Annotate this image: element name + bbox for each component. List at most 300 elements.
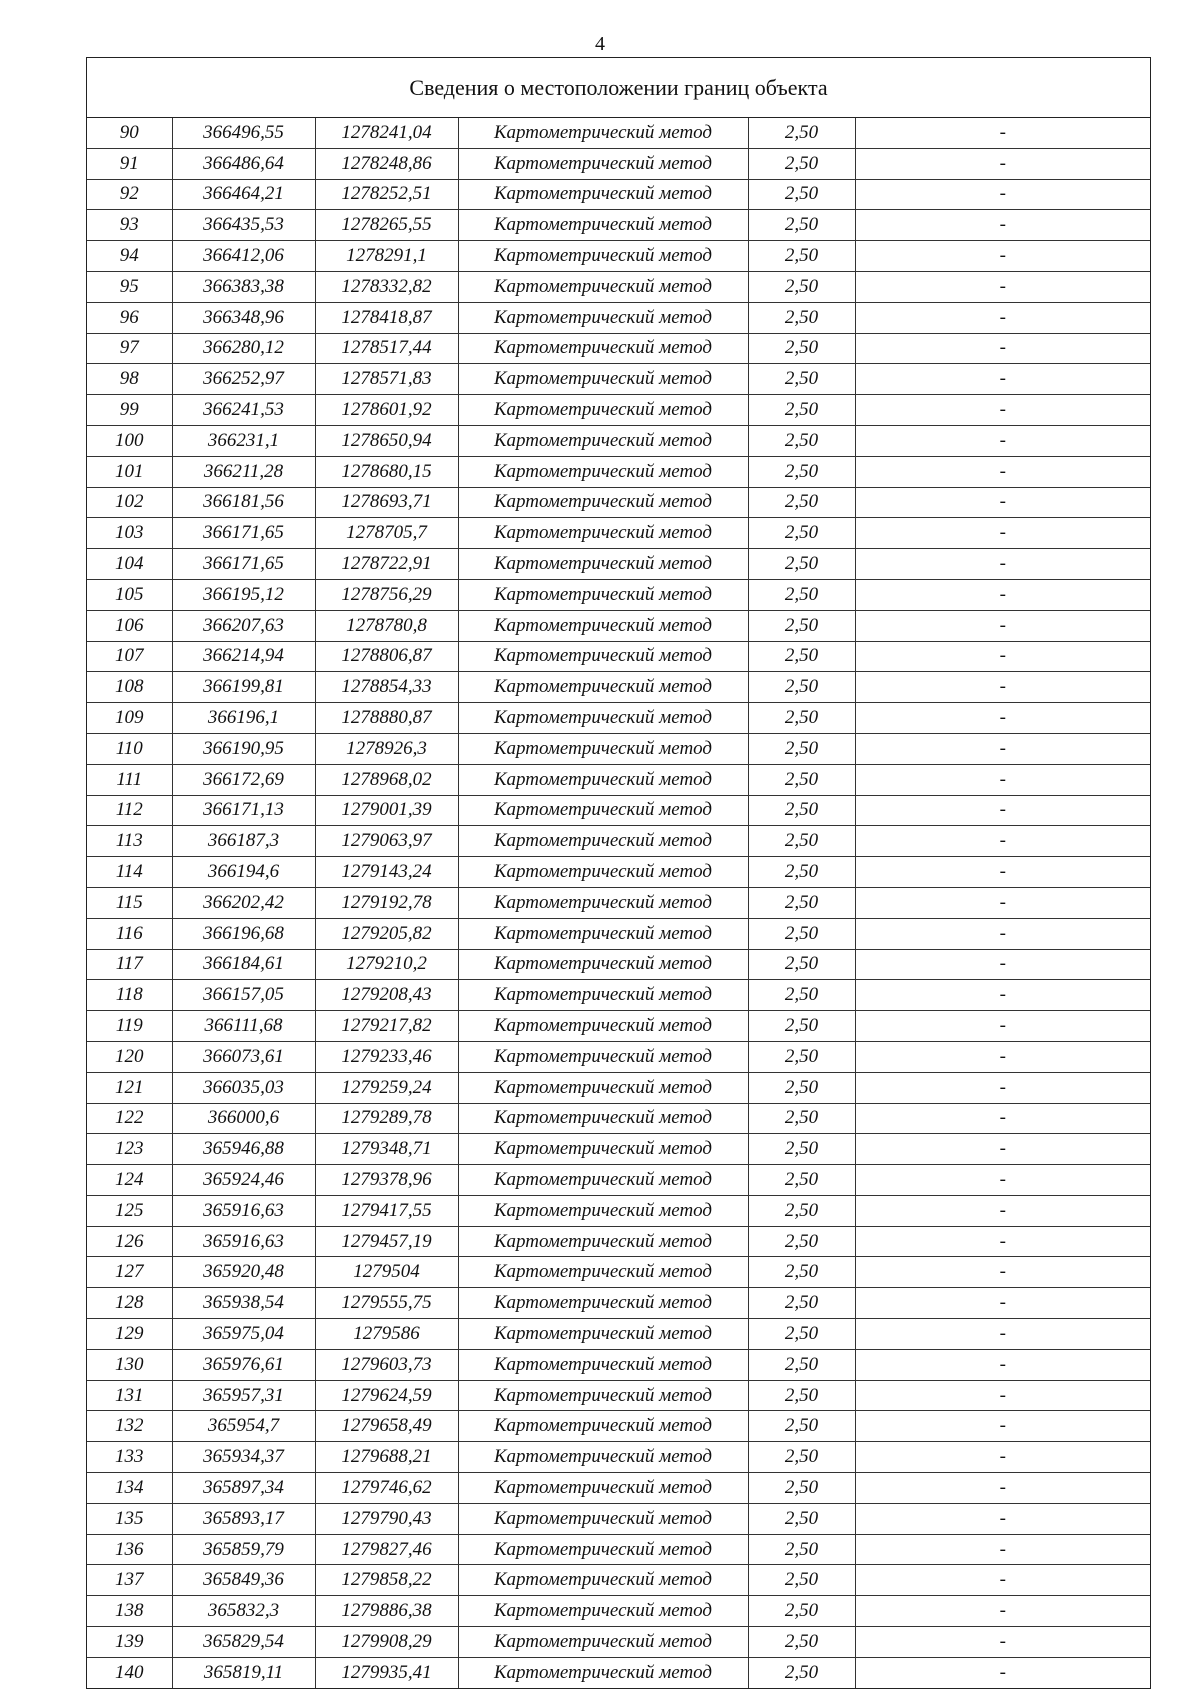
description-cell: - <box>855 1257 1150 1288</box>
point-number-cell: 138 <box>87 1596 172 1627</box>
table-row <box>87 887 1150 918</box>
x-coordinate-cell: 366196,1 <box>172 703 315 734</box>
point-number-cell: 120 <box>87 1041 172 1072</box>
description-cell: - <box>855 179 1150 210</box>
x-coordinate-cell: 366111,68 <box>172 1011 315 1042</box>
method-cell: Картометрический метод <box>458 857 748 888</box>
accuracy-cell: 2,50 <box>748 1319 855 1350</box>
y-coordinate-cell: 1278693,71 <box>315 487 458 518</box>
point-number-cell: 118 <box>87 980 172 1011</box>
x-coordinate-cell: 366190,95 <box>172 733 315 764</box>
description-cell: - <box>855 1288 1150 1319</box>
y-coordinate-cell: 1278265,55 <box>315 210 458 241</box>
table-row <box>87 1503 1150 1534</box>
description-cell: - <box>855 1103 1150 1134</box>
table-row <box>87 425 1150 456</box>
table-row <box>87 733 1150 764</box>
method-cell: Картометрический метод <box>458 1473 748 1504</box>
y-coordinate-cell: 1279555,75 <box>315 1288 458 1319</box>
point-number-cell: 91 <box>87 148 172 179</box>
accuracy-cell: 2,50 <box>748 1534 855 1565</box>
x-coordinate-cell: 366348,96 <box>172 302 315 333</box>
table-row <box>87 826 1150 857</box>
accuracy-cell: 2,50 <box>748 703 855 734</box>
point-number-cell: 100 <box>87 425 172 456</box>
description-cell: - <box>855 949 1150 980</box>
description-cell: - <box>855 1319 1150 1350</box>
y-coordinate-cell: 1278926,3 <box>315 733 458 764</box>
x-coordinate-cell: 366241,53 <box>172 395 315 426</box>
accuracy-cell: 2,50 <box>748 1072 855 1103</box>
accuracy-cell: 2,50 <box>748 1657 855 1687</box>
y-coordinate-cell: 1279289,78 <box>315 1103 458 1134</box>
accuracy-cell: 2,50 <box>748 1627 855 1658</box>
method-cell: Картометрический метод <box>458 641 748 672</box>
method-cell: Картометрический метод <box>458 1627 748 1658</box>
y-coordinate-cell: 1278332,82 <box>315 271 458 302</box>
table-row <box>87 1195 1150 1226</box>
x-coordinate-cell: 365938,54 <box>172 1288 315 1319</box>
x-coordinate-cell: 366383,38 <box>172 271 315 302</box>
description-cell: - <box>855 1657 1150 1687</box>
point-number-cell: 108 <box>87 672 172 703</box>
y-coordinate-cell: 1278680,15 <box>315 456 458 487</box>
table-row <box>87 1534 1150 1565</box>
y-coordinate-cell: 1279001,39 <box>315 795 458 826</box>
accuracy-cell: 2,50 <box>748 425 855 456</box>
table-row <box>87 549 1150 580</box>
boundary-coordinates-table <box>86 57 1151 1689</box>
y-coordinate-cell: 1279378,96 <box>315 1165 458 1196</box>
method-cell: Картометрический метод <box>458 1380 748 1411</box>
y-coordinate-cell: 1278650,94 <box>315 425 458 456</box>
accuracy-cell: 2,50 <box>748 241 855 272</box>
description-cell: - <box>855 518 1150 549</box>
y-coordinate-cell: 1279259,24 <box>315 1072 458 1103</box>
accuracy-cell: 2,50 <box>748 1596 855 1627</box>
x-coordinate-cell: 365832,3 <box>172 1596 315 1627</box>
x-coordinate-cell: 366171,13 <box>172 795 315 826</box>
x-coordinate-cell: 366000,6 <box>172 1103 315 1134</box>
point-number-cell: 95 <box>87 271 172 302</box>
point-number-cell: 127 <box>87 1257 172 1288</box>
method-cell: Картометрический метод <box>458 1596 748 1627</box>
point-number-cell: 135 <box>87 1503 172 1534</box>
y-coordinate-cell: 1279233,46 <box>315 1041 458 1072</box>
x-coordinate-cell: 366171,65 <box>172 549 315 580</box>
accuracy-cell: 2,50 <box>748 1041 855 1072</box>
x-coordinate-cell: 365897,34 <box>172 1473 315 1504</box>
description-cell: - <box>855 1442 1150 1473</box>
method-cell: Картометрический метод <box>458 1011 748 1042</box>
point-number-cell: 103 <box>87 518 172 549</box>
coordinates-body <box>87 118 1150 1688</box>
table-row <box>87 857 1150 888</box>
description-cell: - <box>855 1596 1150 1627</box>
method-cell: Картометрический метод <box>458 148 748 179</box>
method-cell: Картометрический метод <box>458 364 748 395</box>
table-row <box>87 487 1150 518</box>
accuracy-cell: 2,50 <box>748 302 855 333</box>
table-row <box>87 210 1150 241</box>
table-row <box>87 1349 1150 1380</box>
point-number-cell: 94 <box>87 241 172 272</box>
method-cell: Картометрический метод <box>458 179 748 210</box>
method-cell: Картометрический метод <box>458 826 748 857</box>
x-coordinate-cell: 366231,1 <box>172 425 315 456</box>
point-number-cell: 134 <box>87 1473 172 1504</box>
accuracy-cell: 2,50 <box>748 456 855 487</box>
accuracy-cell: 2,50 <box>748 887 855 918</box>
description-cell: - <box>855 703 1150 734</box>
accuracy-cell: 2,50 <box>748 333 855 364</box>
method-cell: Картометрический метод <box>458 1041 748 1072</box>
accuracy-cell: 2,50 <box>748 364 855 395</box>
description-cell: - <box>855 1503 1150 1534</box>
point-number-cell: 102 <box>87 487 172 518</box>
method-cell: Картометрический метод <box>458 1072 748 1103</box>
table-row <box>87 703 1150 734</box>
point-number-cell: 101 <box>87 456 172 487</box>
description-cell: - <box>855 826 1150 857</box>
x-coordinate-cell: 366196,68 <box>172 918 315 949</box>
y-coordinate-cell: 1279205,82 <box>315 918 458 949</box>
accuracy-cell: 2,50 <box>748 518 855 549</box>
description-cell: - <box>855 857 1150 888</box>
table-row <box>87 395 1150 426</box>
x-coordinate-cell: 365934,37 <box>172 1442 315 1473</box>
y-coordinate-cell: 1279504 <box>315 1257 458 1288</box>
y-coordinate-cell: 1279827,46 <box>315 1534 458 1565</box>
table-row <box>87 1226 1150 1257</box>
x-coordinate-cell: 366172,69 <box>172 764 315 795</box>
method-cell: Картометрический метод <box>458 1288 748 1319</box>
method-cell: Картометрический метод <box>458 425 748 456</box>
description-cell: - <box>855 148 1150 179</box>
method-cell: Картометрический метод <box>458 1257 748 1288</box>
accuracy-cell: 2,50 <box>748 795 855 826</box>
table-row <box>87 333 1150 364</box>
description-cell: - <box>855 579 1150 610</box>
x-coordinate-cell: 366181,56 <box>172 487 315 518</box>
y-coordinate-cell: 1278722,91 <box>315 549 458 580</box>
x-coordinate-cell: 366194,6 <box>172 857 315 888</box>
x-coordinate-cell: 366187,3 <box>172 826 315 857</box>
method-cell: Картометрический метод <box>458 241 748 272</box>
method-cell: Картометрический метод <box>458 395 748 426</box>
table-row <box>87 1134 1150 1165</box>
y-coordinate-cell: 1278705,7 <box>315 518 458 549</box>
description-cell: - <box>855 271 1150 302</box>
description-cell: - <box>855 887 1150 918</box>
method-cell: Картометрический метод <box>458 949 748 980</box>
y-coordinate-cell: 1279908,29 <box>315 1627 458 1658</box>
table-row <box>87 271 1150 302</box>
y-coordinate-cell: 1278756,29 <box>315 579 458 610</box>
table-row <box>87 1627 1150 1658</box>
point-number-cell: 99 <box>87 395 172 426</box>
y-coordinate-cell: 1279457,19 <box>315 1226 458 1257</box>
method-cell: Картометрический метод <box>458 980 748 1011</box>
x-coordinate-cell: 366202,42 <box>172 887 315 918</box>
point-number-cell: 121 <box>87 1072 172 1103</box>
method-cell: Картометрический метод <box>458 795 748 826</box>
description-cell: - <box>855 1534 1150 1565</box>
table-row <box>87 1072 1150 1103</box>
accuracy-cell: 2,50 <box>748 1473 855 1504</box>
y-coordinate-cell: 1279063,97 <box>315 826 458 857</box>
description-cell: - <box>855 425 1150 456</box>
method-cell: Картометрический метод <box>458 456 748 487</box>
accuracy-cell: 2,50 <box>748 610 855 641</box>
y-coordinate-cell: 1278854,33 <box>315 672 458 703</box>
description-cell: - <box>855 980 1150 1011</box>
y-coordinate-cell: 1278291,1 <box>315 241 458 272</box>
table-row <box>87 1288 1150 1319</box>
x-coordinate-cell: 365976,61 <box>172 1349 315 1380</box>
y-coordinate-cell: 1279417,55 <box>315 1195 458 1226</box>
point-number-cell: 96 <box>87 302 172 333</box>
point-number-cell: 111 <box>87 764 172 795</box>
y-coordinate-cell: 1279688,21 <box>315 1442 458 1473</box>
description-cell: - <box>855 918 1150 949</box>
accuracy-cell: 2,50 <box>748 1257 855 1288</box>
method-cell: Картометрический метод <box>458 1503 748 1534</box>
y-coordinate-cell: 1278418,87 <box>315 302 458 333</box>
description-cell: - <box>855 641 1150 672</box>
accuracy-cell: 2,50 <box>748 1288 855 1319</box>
method-cell: Картометрический метод <box>458 487 748 518</box>
description-cell: - <box>855 1072 1150 1103</box>
method-cell: Картометрический метод <box>458 1411 748 1442</box>
accuracy-cell: 2,50 <box>748 271 855 302</box>
point-number-cell: 97 <box>87 333 172 364</box>
point-number-cell: 140 <box>87 1657 172 1687</box>
accuracy-cell: 2,50 <box>748 980 855 1011</box>
x-coordinate-cell: 366207,63 <box>172 610 315 641</box>
x-coordinate-cell: 366464,21 <box>172 179 315 210</box>
x-coordinate-cell: 365920,48 <box>172 1257 315 1288</box>
method-cell: Картометрический метод <box>458 672 748 703</box>
accuracy-cell: 2,50 <box>748 179 855 210</box>
table-row <box>87 795 1150 826</box>
point-number-cell: 125 <box>87 1195 172 1226</box>
table-row <box>87 1565 1150 1596</box>
accuracy-cell: 2,50 <box>748 1011 855 1042</box>
table-row <box>87 1442 1150 1473</box>
x-coordinate-cell: 366157,05 <box>172 980 315 1011</box>
point-number-cell: 109 <box>87 703 172 734</box>
table-row <box>87 764 1150 795</box>
point-number-cell: 115 <box>87 887 172 918</box>
description-cell: - <box>855 1195 1150 1226</box>
description-cell: - <box>855 1565 1150 1596</box>
accuracy-cell: 2,50 <box>748 764 855 795</box>
description-cell: - <box>855 1041 1150 1072</box>
description-cell: - <box>855 1165 1150 1196</box>
point-number-cell: 133 <box>87 1442 172 1473</box>
accuracy-cell: 2,50 <box>748 949 855 980</box>
table-row <box>87 1380 1150 1411</box>
description-cell: - <box>855 1627 1150 1658</box>
y-coordinate-cell: 1279858,22 <box>315 1565 458 1596</box>
x-coordinate-cell: 366280,12 <box>172 333 315 364</box>
point-number-cell: 131 <box>87 1380 172 1411</box>
table-row <box>87 1319 1150 1350</box>
table-row <box>87 1473 1150 1504</box>
point-number-cell: 136 <box>87 1534 172 1565</box>
method-cell: Картометрический метод <box>458 1657 748 1687</box>
y-coordinate-cell: 1278968,02 <box>315 764 458 795</box>
point-number-cell: 112 <box>87 795 172 826</box>
point-number-cell: 129 <box>87 1319 172 1350</box>
point-number-cell: 132 <box>87 1411 172 1442</box>
accuracy-cell: 2,50 <box>748 1380 855 1411</box>
description-cell: - <box>855 333 1150 364</box>
method-cell: Картометрический метод <box>458 549 748 580</box>
method-cell: Картометрический метод <box>458 210 748 241</box>
table-row <box>87 364 1150 395</box>
accuracy-cell: 2,50 <box>748 733 855 764</box>
x-coordinate-cell: 365829,54 <box>172 1627 315 1658</box>
table-row <box>87 1011 1150 1042</box>
y-coordinate-cell: 1279210,2 <box>315 949 458 980</box>
point-number-cell: 92 <box>87 179 172 210</box>
coordinates-grid <box>87 118 1150 1688</box>
table-row <box>87 179 1150 210</box>
description-cell: - <box>855 1134 1150 1165</box>
method-cell: Картометрический метод <box>458 333 748 364</box>
y-coordinate-cell: 1278780,8 <box>315 610 458 641</box>
point-number-cell: 106 <box>87 610 172 641</box>
x-coordinate-cell: 365859,79 <box>172 1534 315 1565</box>
method-cell: Картометрический метод <box>458 1195 748 1226</box>
method-cell: Картометрический метод <box>458 118 748 148</box>
accuracy-cell: 2,50 <box>748 857 855 888</box>
point-number-cell: 98 <box>87 364 172 395</box>
table-row <box>87 302 1150 333</box>
method-cell: Картометрический метод <box>458 271 748 302</box>
method-cell: Картометрический метод <box>458 1349 748 1380</box>
accuracy-cell: 2,50 <box>748 1565 855 1596</box>
description-cell: - <box>855 1380 1150 1411</box>
y-coordinate-cell: 1279935,41 <box>315 1657 458 1687</box>
table-row <box>87 672 1150 703</box>
method-cell: Картометрический метод <box>458 1534 748 1565</box>
accuracy-cell: 2,50 <box>748 118 855 148</box>
point-number-cell: 90 <box>87 118 172 148</box>
accuracy-cell: 2,50 <box>748 549 855 580</box>
description-cell: - <box>855 795 1150 826</box>
table-row <box>87 241 1150 272</box>
y-coordinate-cell: 1278571,83 <box>315 364 458 395</box>
y-coordinate-cell: 1279348,71 <box>315 1134 458 1165</box>
point-number-cell: 137 <box>87 1565 172 1596</box>
point-number-cell: 93 <box>87 210 172 241</box>
table-row <box>87 1041 1150 1072</box>
table-row <box>87 518 1150 549</box>
x-coordinate-cell: 365957,31 <box>172 1380 315 1411</box>
table-row <box>87 1411 1150 1442</box>
x-coordinate-cell: 366412,06 <box>172 241 315 272</box>
y-coordinate-cell: 1279790,43 <box>315 1503 458 1534</box>
table-row <box>87 949 1150 980</box>
description-cell: - <box>855 210 1150 241</box>
table-row <box>87 1103 1150 1134</box>
table-row <box>87 1657 1150 1687</box>
y-coordinate-cell: 1278806,87 <box>315 641 458 672</box>
accuracy-cell: 2,50 <box>748 1103 855 1134</box>
x-coordinate-cell: 366171,65 <box>172 518 315 549</box>
table-row <box>87 579 1150 610</box>
accuracy-cell: 2,50 <box>748 1165 855 1196</box>
point-number-cell: 116 <box>87 918 172 949</box>
accuracy-cell: 2,50 <box>748 672 855 703</box>
x-coordinate-cell: 366199,81 <box>172 672 315 703</box>
method-cell: Картометрический метод <box>458 764 748 795</box>
y-coordinate-cell: 1279624,59 <box>315 1380 458 1411</box>
description-cell: - <box>855 395 1150 426</box>
table-row <box>87 118 1150 148</box>
point-number-cell: 123 <box>87 1134 172 1165</box>
point-number-cell: 119 <box>87 1011 172 1042</box>
method-cell: Картометрический метод <box>458 579 748 610</box>
description-cell: - <box>855 1411 1150 1442</box>
x-coordinate-cell: 366496,55 <box>172 118 315 148</box>
y-coordinate-cell: 1279217,82 <box>315 1011 458 1042</box>
method-cell: Картометрический метод <box>458 1442 748 1473</box>
accuracy-cell: 2,50 <box>748 487 855 518</box>
x-coordinate-cell: 365893,17 <box>172 1503 315 1534</box>
x-coordinate-cell: 366195,12 <box>172 579 315 610</box>
x-coordinate-cell: 366486,64 <box>172 148 315 179</box>
table-row <box>87 1165 1150 1196</box>
table-row <box>87 456 1150 487</box>
accuracy-cell: 2,50 <box>748 395 855 426</box>
y-coordinate-cell: 1279192,78 <box>315 887 458 918</box>
x-coordinate-cell: 366252,97 <box>172 364 315 395</box>
x-coordinate-cell: 365975,04 <box>172 1319 315 1350</box>
y-coordinate-cell: 1279208,43 <box>315 980 458 1011</box>
x-coordinate-cell: 366214,94 <box>172 641 315 672</box>
point-number-cell: 104 <box>87 549 172 580</box>
accuracy-cell: 2,50 <box>748 1349 855 1380</box>
description-cell: - <box>855 1473 1150 1504</box>
method-cell: Картометрический метод <box>458 1103 748 1134</box>
accuracy-cell: 2,50 <box>748 1442 855 1473</box>
x-coordinate-cell: 366211,28 <box>172 456 315 487</box>
description-cell: - <box>855 118 1150 148</box>
x-coordinate-cell: 366073,61 <box>172 1041 315 1072</box>
point-number-cell: 110 <box>87 733 172 764</box>
point-number-cell: 113 <box>87 826 172 857</box>
x-coordinate-cell: 366184,61 <box>172 949 315 980</box>
description-cell: - <box>855 487 1150 518</box>
point-number-cell: 130 <box>87 1349 172 1380</box>
table-row <box>87 980 1150 1011</box>
table-row <box>87 1257 1150 1288</box>
x-coordinate-cell: 366035,03 <box>172 1072 315 1103</box>
description-cell: - <box>855 549 1150 580</box>
y-coordinate-cell: 1279886,38 <box>315 1596 458 1627</box>
method-cell: Картометрический метод <box>458 302 748 333</box>
method-cell: Картометрический метод <box>458 518 748 549</box>
method-cell: Картометрический метод <box>458 703 748 734</box>
y-coordinate-cell: 1279658,49 <box>315 1411 458 1442</box>
table-row <box>87 641 1150 672</box>
accuracy-cell: 2,50 <box>748 1134 855 1165</box>
description-cell: - <box>855 364 1150 395</box>
